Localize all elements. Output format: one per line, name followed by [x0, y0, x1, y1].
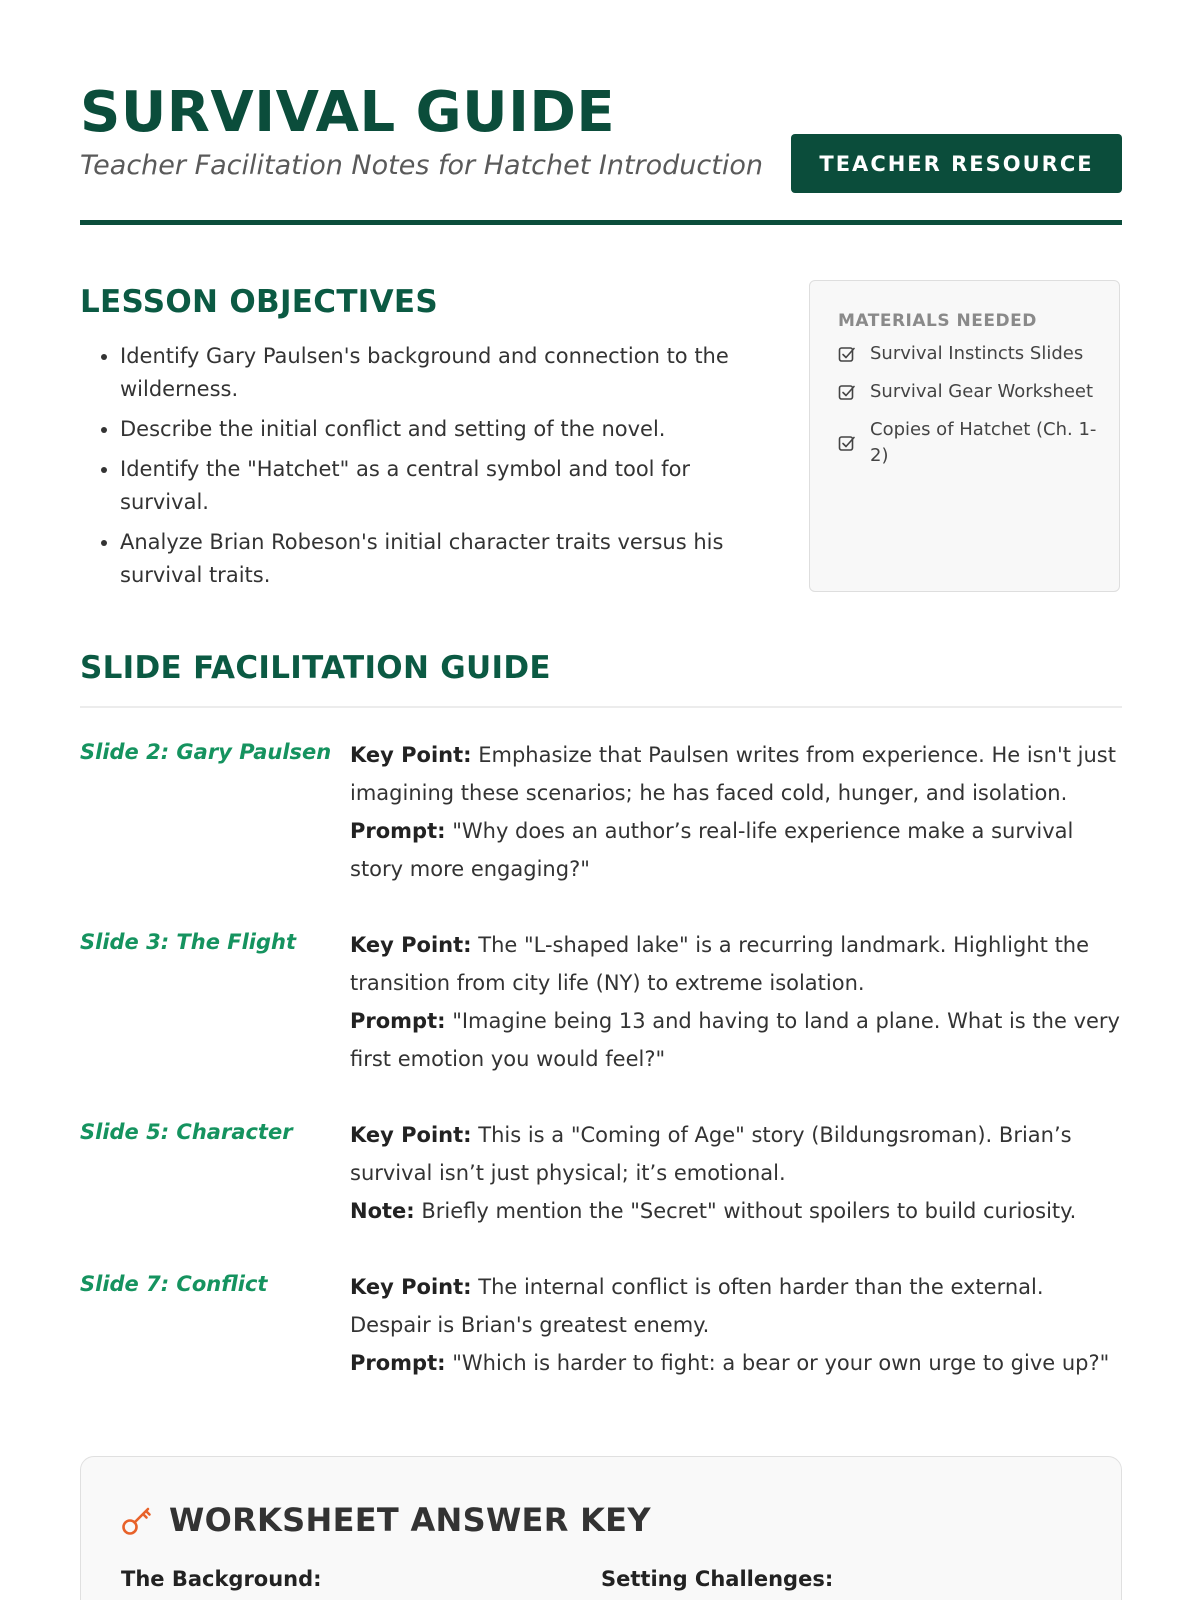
guide-row: [80, 926, 1122, 1078]
key-point-label: Key Point:: [350, 1123, 472, 1147]
slide-label: Slide 7: Conflict: [80, 1272, 268, 1296]
objectives-list: [80, 340, 740, 592]
prompt-text: "Why does an author’s real-life experience make a survival story more engaging?": [350, 819, 1074, 881]
answer-key-heading: WORKSHEET ANSWER KEY: [169, 1501, 651, 1539]
materials-heading: MATERIALS NEEDED: [838, 311, 1037, 331]
material-label: Copies of Hatchet (Ch. 1-2): [870, 419, 1097, 466]
material-label: Survival Gear Worksheet: [870, 381, 1094, 402]
slide-notes: [350, 926, 1122, 1078]
lesson-objectives-section: [80, 284, 740, 599]
guide-row: [80, 1268, 1122, 1382]
background-label: The Background:: [121, 1567, 322, 1591]
prompt-text: "Imagine being 13 and having to land a plane. What is the very first emotion you would feel?": [350, 1009, 1120, 1071]
slide-notes: [350, 736, 1122, 888]
material-item: [838, 341, 1099, 367]
objective-item: • Analyze Brian Robeson's initial character traits versus his survival traits.: [120, 526, 740, 592]
guide-row: [80, 736, 1122, 888]
prompt-label: Prompt:: [350, 1009, 446, 1033]
material-item: [838, 417, 1099, 469]
checkbox-icon: [838, 383, 856, 401]
objective-item: • Identify Gary Paulsen's background and connection to the wilderness.: [120, 340, 740, 406]
prompt-label: Prompt:: [350, 1351, 446, 1375]
material-label: Survival Instincts Slides: [870, 343, 1084, 364]
slide-label: Slide 5: Character: [80, 1120, 293, 1144]
key-point-text: The "L-shaped lake" is a recurring landmark. Highlight the transition from city life (NY) to extreme isolation.: [350, 933, 1090, 995]
teacher-resource-badge: TEACHER RESOURCE: [791, 134, 1122, 193]
facilitation-guide-heading: SLIDE FACILITATION GUIDE: [80, 650, 551, 686]
key-point-label: Key Point:: [350, 933, 472, 957]
page-header: [80, 82, 1122, 181]
answer-key-columns: [121, 1567, 1081, 1591]
key-point-text: Emphasize that Paulsen writes from experience. He isn't just imagining these scenarios; he has faced cold, hunger, and isolation.: [350, 743, 1116, 805]
page-title: SURVIVAL GUIDE: [80, 80, 616, 145]
slide-label: Slide 3: The Flight: [80, 930, 297, 954]
key-icon: [121, 1503, 155, 1537]
checkbox-icon: [838, 345, 856, 363]
slide-notes: [350, 1268, 1122, 1382]
header-divider: [80, 220, 1122, 225]
key-point-label: Key Point:: [350, 743, 472, 767]
key-point-text: This is a "Coming of Age" story (Bildungsroman). Brian’s survival isn’t just physical; it’s emotional.: [350, 1123, 1072, 1185]
answer-key-header: [121, 1501, 1081, 1539]
slide-facilitation-guide: [80, 650, 1122, 1382]
prompt-text: "Which is harder to fight: a bear or your own urge to give up?": [445, 1351, 1110, 1375]
guide-divider: [80, 706, 1122, 708]
note-text: Briefly mention the "Secret" without spoilers to build curiosity.: [414, 1199, 1077, 1223]
worksheet-answer-key-panel: [80, 1456, 1122, 1600]
key-point-text: The internal conflict is often harder than the external. Despair is Brian's greatest enemy.: [350, 1275, 1044, 1337]
materials-needed-panel: [809, 280, 1120, 592]
setting-challenges-label: Setting Challenges:: [601, 1567, 834, 1591]
key-point-label: Key Point:: [350, 1275, 472, 1299]
slide-notes: [350, 1116, 1122, 1230]
slide-label: Slide 2: Gary Paulsen: [80, 740, 332, 764]
objective-item: • Identify the "Hatchet" as a central symbol and tool for survival.: [120, 453, 740, 519]
lesson-objectives-heading: LESSON OBJECTIVES: [80, 284, 438, 320]
guide-row: [80, 1116, 1122, 1230]
objective-item: • Describe the initial conflict and setting of the novel.: [120, 413, 740, 446]
page-subtitle: Teacher Facilitation Notes for Hatchet Introduction: [80, 150, 763, 181]
checkbox-icon: [838, 434, 856, 452]
material-item: [838, 379, 1099, 405]
prompt-label: Prompt:: [350, 819, 446, 843]
note-label: Note:: [350, 1199, 415, 1223]
